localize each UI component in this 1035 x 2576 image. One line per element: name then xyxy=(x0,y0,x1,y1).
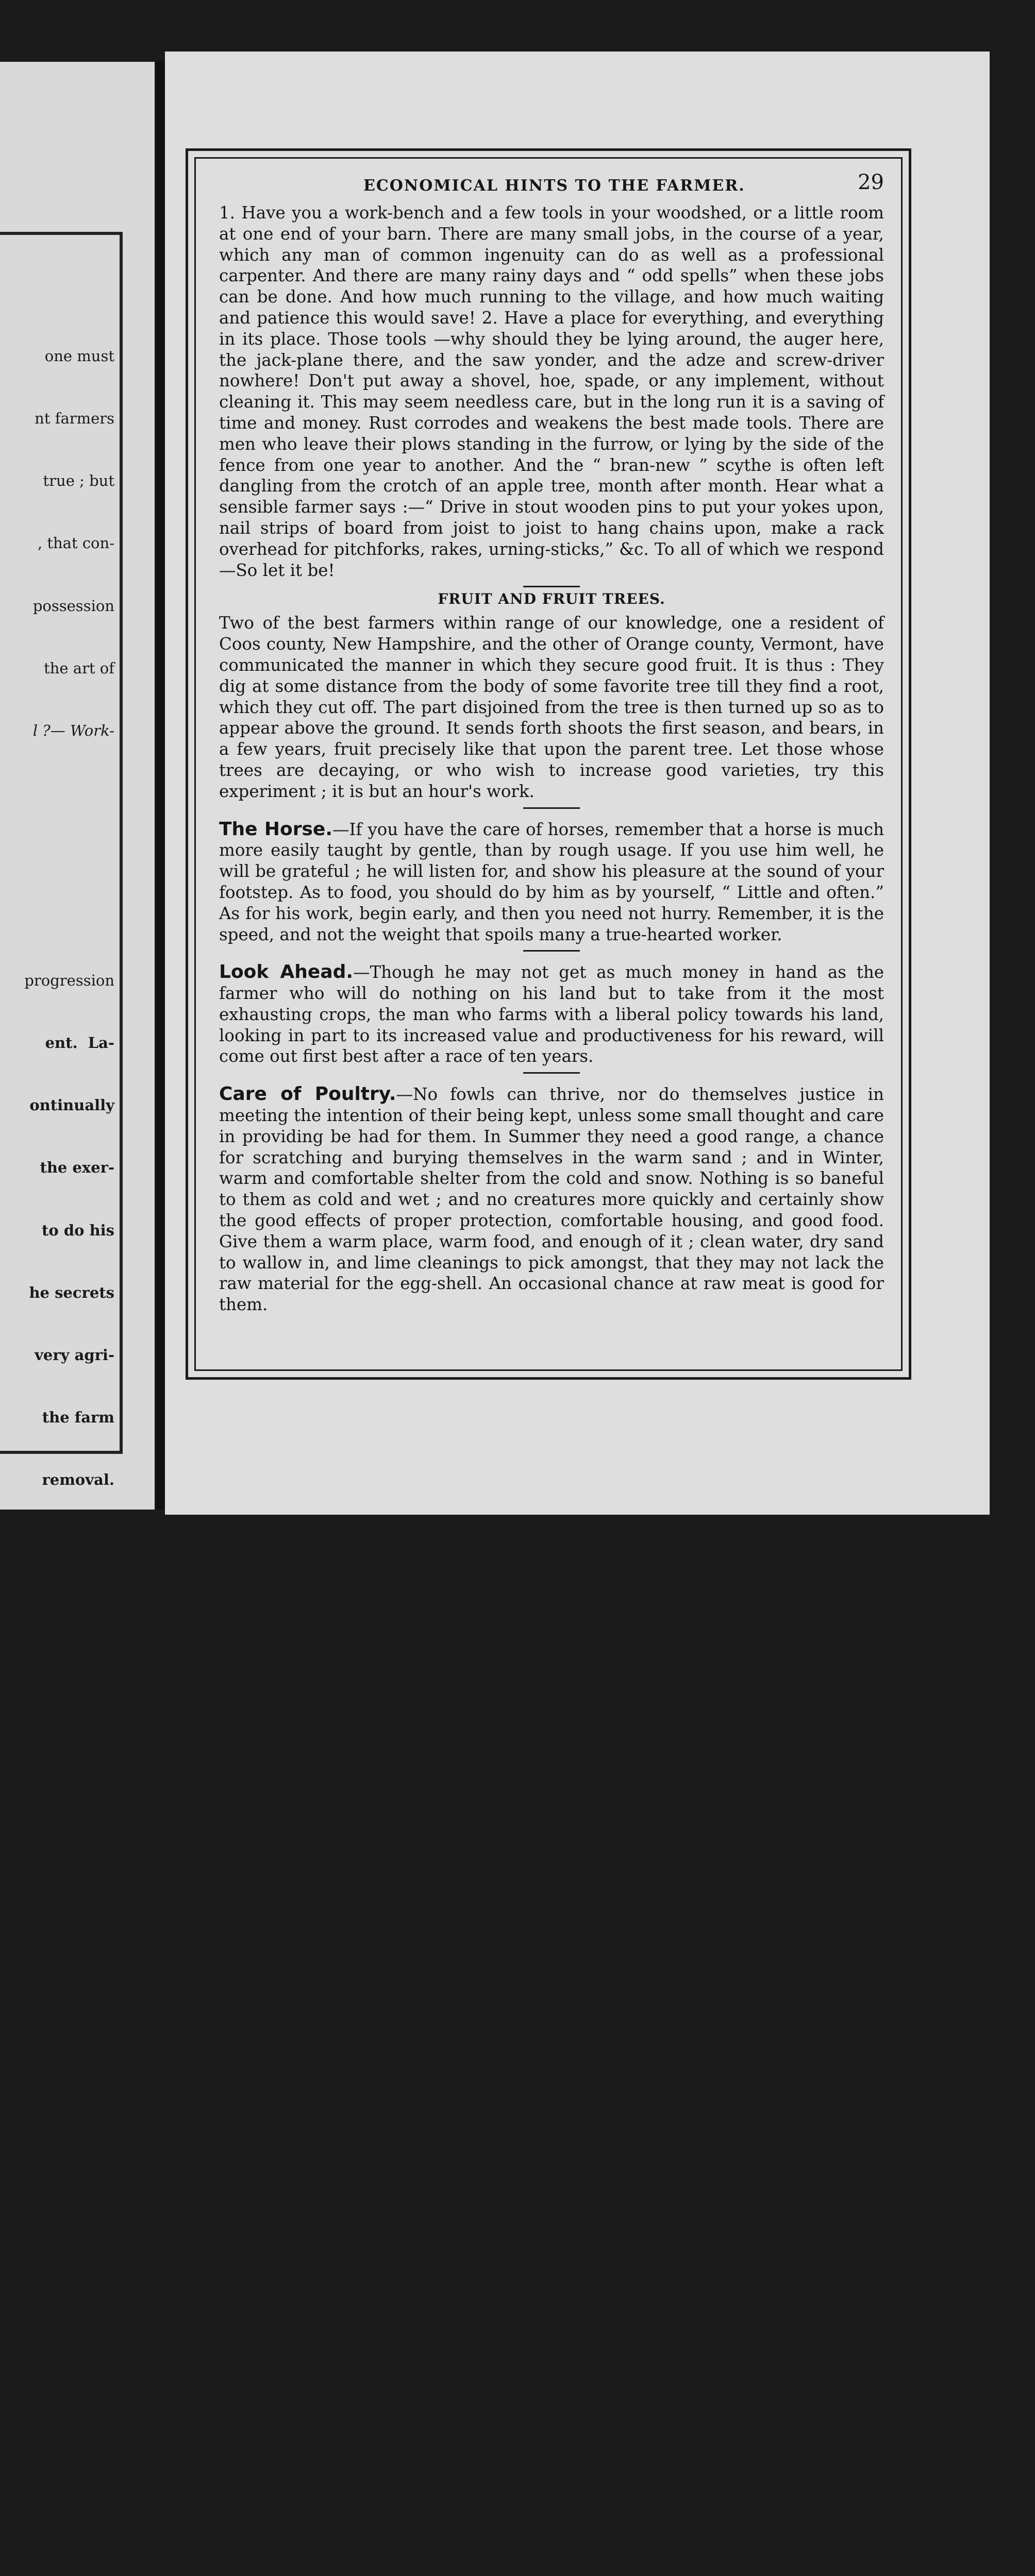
facing-line: still ten xyxy=(57,1783,114,1801)
runin-heading: The Horse. xyxy=(219,818,333,840)
facing-line: , that con- xyxy=(37,534,114,552)
facing-line: l ?— Work- xyxy=(32,722,114,740)
page-border-outer xyxy=(186,148,911,1380)
facing-line: thriftily xyxy=(57,1721,114,1739)
facing-line: as formed xyxy=(39,1908,114,1926)
paragraph-the-horse xyxy=(219,819,884,945)
paragraph-care-of-poultry xyxy=(219,1084,884,1315)
facing-line xyxy=(0,908,114,928)
facing-line: progression xyxy=(24,971,114,989)
facing-line: oots have xyxy=(42,1971,114,1989)
facing-line: one must xyxy=(44,347,114,365)
facing-line: from this xyxy=(37,2283,114,2301)
facing-line: the exer- xyxy=(40,1159,114,1177)
book-gutter xyxy=(156,61,166,1510)
paragraph-text: —If you have the care of horses, remember that a horse is much more easily taught by gentle, than by rough usage. If you use him well, he will be grateful ; he will listen for, and show his pleasure at the sound of your footstep. As to food, you should do by him as by yourself, “ Little and often.” As for his work, begin early, and then you need not hurry. Remember, it is the speed, and not the weight that spoils many a true-hearted worker. xyxy=(219,819,884,944)
facing-line xyxy=(0,1657,114,1677)
running-head xyxy=(219,171,884,202)
facing-line: after this xyxy=(37,2158,114,2176)
facing-line: very agri- xyxy=(35,1346,114,1364)
facing-line: er : xyxy=(86,2532,114,2550)
facing-line: to do his xyxy=(42,1221,114,1239)
paragraph-text: —No fowls can thrive, nor do themselves justice in meeting the intention of their being kept, unless some small thought and care in providing be had for them. In Summer they need a good range, a chance for scratching and burying themselves in the warm sand ; and in Winter, warm and comfortable shelter from the cold and snow. Nothing is so baneful to them as cold and wet ; and no creatures more quickly and certainly show the good effects of proper protection, comfortable housing, and good food. Give them a warm place, warm food, and enough of it ; clean water, dry sand to wallow in, and lime cleanings to pick amongst, that they may not lack the raw material for the egg-shell. An occasional chance at raw meat is good for them. xyxy=(219,1084,884,1315)
facing-page-text xyxy=(0,304,114,2576)
section-rule xyxy=(523,586,580,587)
paragraph-look-ahead xyxy=(219,962,884,1067)
facing-line: e rotted. xyxy=(43,2033,114,2051)
facing-line: ent. La- xyxy=(45,1034,114,1052)
facing-line xyxy=(0,845,114,866)
facing-line: s to grow xyxy=(37,2095,114,2113)
facing-line: possession xyxy=(32,597,114,615)
facing-line: s, and let xyxy=(44,1533,114,1551)
section-heading: FRUIT AND FRUIT TREES. xyxy=(438,590,665,608)
facing-line: true ; but xyxy=(43,472,114,490)
paragraph-fruit-trees: Two of the best farmers within range of our knowledge, one a resident of Coos county, New Hampshire, and the other of Orange county, Vermont, have communicated the manner in which they secure good fruit. It is thus : They dig at some distance from the body of some favorite tree till they find a root, which they cut off. The part disjoined from the tree is then turned up so as to appear above the ground. It sends forth shoots the first season, and bears, in a few years, fruit precisely like that upon the parent tree. Let those whose trees are decaying, or who wish to increase good varieties, try this experiment ; it is but an hour's work. xyxy=(219,613,884,801)
facing-line xyxy=(0,783,114,803)
running-title: ECONOMICAL HINTS TO THE FARMER. xyxy=(363,177,745,195)
facing-line: removal. xyxy=(42,1471,114,1489)
paragraph-text: —Though he may not get as much money in hand as the farmer who will do nothing on his land but to take from it the most exhausting crops, the man who farms with a liberal policy towards his land, looking in part to its increased value and productiveness for his reward, will come out first best after a race of ten years. xyxy=(219,962,884,1066)
facing-line: cause of xyxy=(52,1845,114,1863)
facing-line: nore than xyxy=(41,2345,114,2363)
facing-line: tnight in xyxy=(41,2220,114,2238)
paragraph-economical-hints: 1. Have you a work-bench and a few tools in your woodshed, or a little room at one end of your barn. There are many small jobs, in the course of a year, which any man of common ingenuity can do as well as a professional carpenter. And there are many rainy days and “ odd spells” when these jobs can be done. And how much running to the village, and how much waiting and patience this would save! 2. Have a place for everything, and everything in its place. Those tools —why should they be lying around, the auger here, the jack-plane there, and the saw yonder, and the adze and screw-driver nowhere! Don't put away a shovel, hoe, spade, or any implement, without cleaning it. This may seem needless care, but in the long run it is a saving of time and money. Rust corrodes and weakens the best made tools. There are men who leave their plows standing in the furrow, or lying by the side of the fence from one year to another. And the “ bran-new ” scythe is often left dangling from the crotch of an apple tree, month after month. Hear what a sensible farmer says :—“ Drive in stout wooden pins to put your yokes upon, nail strips of board from joist to joist to hang chains upon, make a rack overhead for pitchforks, rakes, urning-sticks,” &c. To all of which we respond—So let it be! xyxy=(219,203,884,580)
facing-line: the art of xyxy=(44,659,114,677)
runin-heading: Care of Poultry. xyxy=(219,1083,396,1105)
runin-heading: Look Ahead. xyxy=(219,961,354,983)
facing-line xyxy=(0,2406,114,2427)
facing-line: nt farmers xyxy=(35,410,114,428)
page-content xyxy=(219,171,884,1315)
facing-line: ontinually xyxy=(29,1096,114,1114)
page-number: 29 xyxy=(858,171,884,194)
facing-line: he secrets xyxy=(29,1283,114,1301)
book-page xyxy=(165,52,990,1515)
facing-line: corn to xyxy=(54,2470,114,2488)
facing-line: the farm xyxy=(42,1409,114,1427)
facing-line: ment." xyxy=(64,1596,114,1614)
facing-page xyxy=(0,62,155,2550)
